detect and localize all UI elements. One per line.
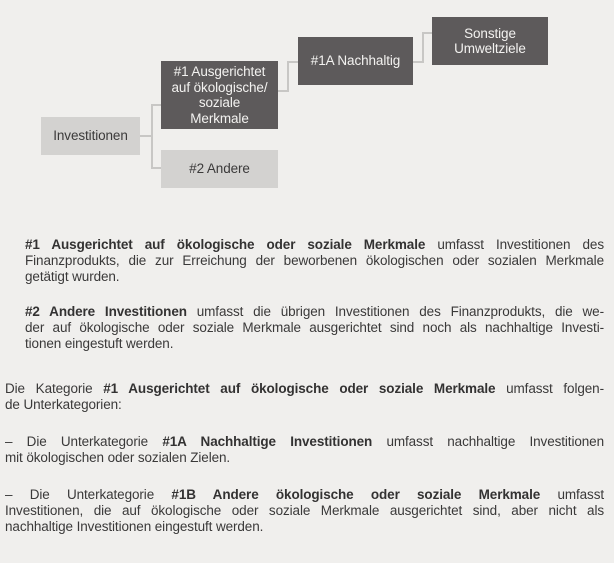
text-line xyxy=(25,237,604,253)
text-segment: umfasst folgen- xyxy=(495,380,604,396)
text-segment: umfasst die übrigen Investitionen des Finanzprodukts, die we- xyxy=(186,304,604,320)
diagram-node-investitionen xyxy=(41,117,140,155)
bold-text-segment: #1 Ausgerichtet auf ökologische oder soziale Merkmale xyxy=(25,237,426,252)
diagram-node-label: #2 Andere xyxy=(189,161,250,177)
bold-text-segment: #1 Ausgerichtet auf ökologische oder soziale Merkmale xyxy=(103,380,496,396)
text-segment: umfasst xyxy=(540,486,605,502)
text-line xyxy=(5,503,604,519)
connector-line xyxy=(151,104,161,106)
diagram-node-kategorie-2 xyxy=(161,150,278,188)
text-line xyxy=(5,397,604,413)
text-line xyxy=(5,519,604,535)
bold-text-segment: #1B Andere ökologische oder soziale Merkmale xyxy=(171,486,541,502)
text-segment: umfasst nachhaltige Investitionen xyxy=(372,434,604,450)
text-line xyxy=(25,304,604,320)
diagram-node-label: soziale xyxy=(198,95,241,110)
connector-line xyxy=(151,167,161,169)
text-line xyxy=(5,381,604,397)
connector-line xyxy=(424,32,432,34)
diagram-node-label: Umweltziele xyxy=(454,41,526,56)
connector-line xyxy=(287,61,289,92)
text-segment: der auf ökologische oder soziale Merkmale ausgerichtet sind noch als nachhaltige Investi- xyxy=(25,320,604,336)
connector-line xyxy=(422,32,424,63)
text-line xyxy=(5,450,604,466)
diagram-node-label: #1A Nachhaltig xyxy=(310,53,401,69)
text-segment: de Unterkategorien: xyxy=(5,396,122,412)
text-segment: nachhaltige Investitionen eingestuft werden. xyxy=(5,518,264,534)
text-line xyxy=(25,336,604,352)
diagram-node-label: #1 Ausgerichtet xyxy=(173,64,266,79)
paragraph-1 xyxy=(25,237,604,284)
diagram-node-label: Merkmale xyxy=(190,110,249,126)
text-segment: umfasst Investitionen des xyxy=(425,237,604,252)
diagram-node-label: auf ökologische/ xyxy=(171,79,268,95)
text-segment: – Die Unterkategorie xyxy=(5,434,163,450)
diagram-node-sonstige-umweltziele xyxy=(432,17,548,65)
text-segment: tionen eingestuft werden. xyxy=(25,335,174,351)
diagram-node-label: Sonstige xyxy=(464,25,516,41)
connector-line xyxy=(289,61,298,63)
bullet-1a xyxy=(5,434,604,466)
diagram-node-kategorie-1a xyxy=(298,37,413,85)
bold-text-segment: #1A Nachhaltige Investitionen xyxy=(162,434,373,450)
text-line xyxy=(25,269,604,285)
text-segment: – Die Unterkategorie xyxy=(5,486,172,502)
text-segment: getätigt wurden. xyxy=(25,268,120,284)
text-line xyxy=(5,434,604,450)
paragraph-3 xyxy=(5,381,604,413)
article-text xyxy=(5,237,604,534)
text-segment: Die Kategorie xyxy=(5,380,104,396)
text-line xyxy=(5,487,604,503)
text-segment: Investitionen, die auf ökologische oder soziale Merkmale ausgerichtet sind, aber nicht als xyxy=(5,502,604,518)
connector-line xyxy=(151,104,153,169)
text-line xyxy=(25,320,604,336)
bullet-1b xyxy=(5,487,604,534)
text-line xyxy=(25,253,604,269)
bold-text-segment: #2 Andere Investitionen xyxy=(25,304,187,320)
text-segment: Finanzprodukts, die zur Erreichung der beworbenen ökologischen oder sozialen Merkmale xyxy=(25,252,604,268)
diagram-node-kategorie-1 xyxy=(161,61,278,129)
diagram-node-label: Investitionen xyxy=(53,128,128,144)
paragraph-2 xyxy=(25,304,604,351)
text-segment: mit ökologischen oder sozialen Zielen. xyxy=(5,450,231,466)
